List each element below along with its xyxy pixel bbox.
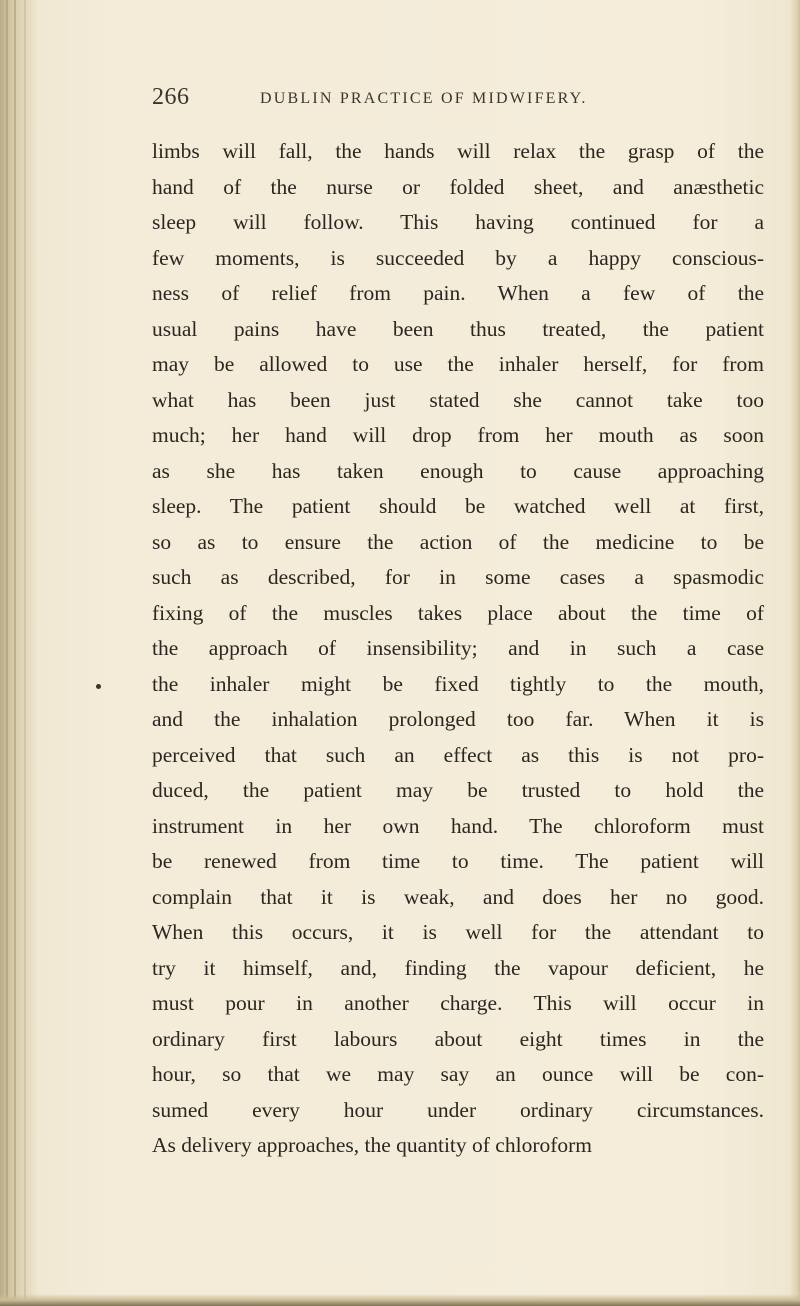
page-number: 266 <box>152 84 190 110</box>
text-line: fixing of the muscles takes place about the time of <box>152 600 764 625</box>
text-line: sleep will follow. This having continued for a <box>152 210 764 234</box>
page-bottom-edge <box>0 1294 800 1306</box>
text-line: may be allowed to use the inhaler herself, for from <box>152 352 764 376</box>
text-line: hour, so that we may say an ounce will be con- <box>152 1062 764 1086</box>
text-line: the approach of insensibility; and in such a case <box>152 636 764 660</box>
text-line: must pour in another charge. This will occur in <box>152 991 764 1015</box>
text-line: try it himself, and, finding the vapour deficient, he <box>152 955 764 980</box>
binding-gutter <box>0 0 38 1306</box>
text-line: usual pains have been thus treated, the patient <box>152 316 764 341</box>
page-right-edge <box>790 0 800 1306</box>
text-line: few moments, is succeeded by a happy conscious- <box>152 245 764 270</box>
text-line: sumed every hour under ordinary circumstances. <box>152 1097 764 1122</box>
text-line: the inhaler might be fixed tightly to the mouth, <box>152 671 764 696</box>
text-line: instrument in her own hand. The chloroform must <box>152 813 764 838</box>
text-line: such as described, for in some cases a spasmodic <box>152 565 764 589</box>
text-line: ordinary first labours about eight times in the <box>152 1026 764 1051</box>
text-line: hand of the nurse or folded sheet, and anæsthetic <box>152 174 764 199</box>
text-line: As delivery approaches, the quantity of chloroform <box>152 1133 593 1157</box>
text-line: sleep. The patient should be watched well at first, <box>152 494 764 518</box>
text-line: be renewed from time to time. The patient will <box>152 849 764 873</box>
text-line: limbs will fall, the hands will relax the grasp of the <box>152 139 764 163</box>
gutter-line <box>6 0 8 1306</box>
text-line: When this occurs, it is well for the attendant to <box>152 920 764 944</box>
text-line: perceived that such an effect as this is not pro- <box>152 742 764 767</box>
body-text <box>152 134 764 1164</box>
running-head: DUBLIN PRACTICE OF MIDWIFERY. <box>260 90 588 107</box>
text-line: ness of relief from pain. When a few of the <box>152 281 764 305</box>
stray-ink-dot <box>96 684 101 689</box>
text-line: and the inhalation prolonged too far. When it is <box>152 707 764 731</box>
gutter-line <box>24 0 26 1306</box>
gutter-line <box>14 0 16 1306</box>
text-line: as she has taken enough to cause approaching <box>152 458 764 483</box>
text-line: much; her hand will drop from her mouth as soon <box>152 423 764 447</box>
page-header <box>152 84 752 124</box>
text-line: so as to ensure the action of the medicine to be <box>152 529 764 554</box>
text-line: duced, the patient may be trusted to hold the <box>152 778 764 802</box>
text-line: what has been just stated she cannot take too <box>152 387 764 412</box>
text-line: complain that it is weak, and does her no good. <box>152 884 764 909</box>
